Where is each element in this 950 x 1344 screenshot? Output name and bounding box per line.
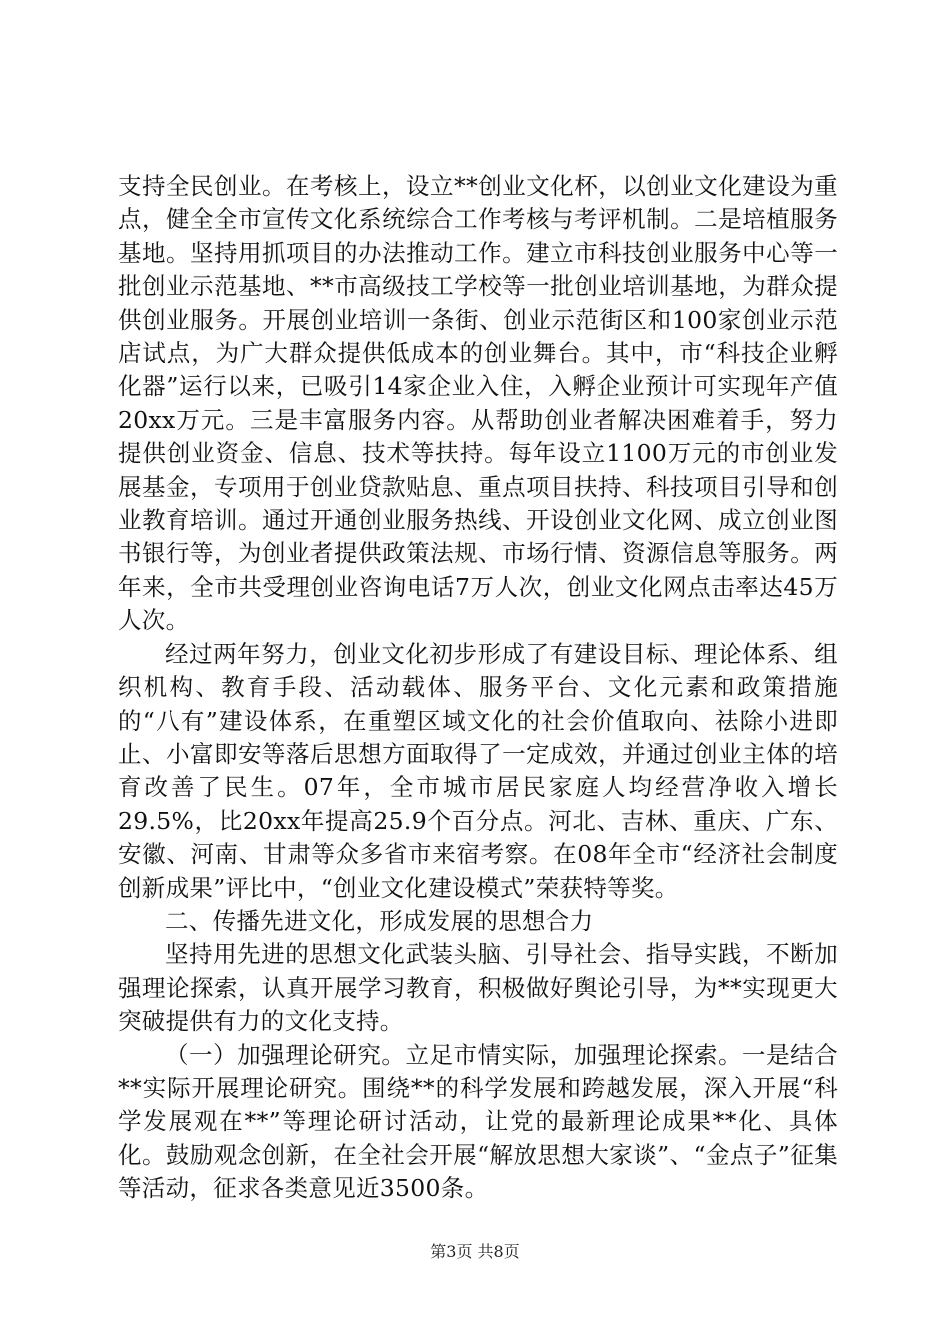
paragraph-theory-research: （一）加强理论研究。立足市情实际，加强理论探索。一是结合**实际开展理论研究。围绕**的科学发展和跨越发展，深入开展“科学发展观在**”等理论研讨活动，让党的最新理论成果**化、具体化。鼓励观念创新，在全社会开展“解放思想大家谈”、“金点子”征集等活动，征求各类意见近3500条。	[118, 1040, 838, 1203]
paragraph-intro: 坚持用先进的思想文化武装头脑、引导社会、指导实践，不断加强理论探索，认真开展学习教育，积极做好舆论引导，为**实现更大突破提供有力的文化支持。	[118, 940, 838, 1036]
section-heading: 二、传播先进文化，形成发展的思想合力	[165, 906, 594, 935]
paragraph-summary: 经过两年努力，创业文化初步形成了有建设目标、理论体系、组织机构、教育手段、活动载体、服务平台、文化元素和政策措施的“八有”建设体系，在重塑区域文化的社会价值取向、祛除小进即止、小富即安等落后思想方面取得了一定成效，并通过创业主体的培育改善了民生。07年，全市城市居民家庭人均经营净收入增长29.5%，比20xx年提高25.9个百分点。河北、吉林、重庆、广东、安徽、河南、甘肃等众多省市来宿考察。在08年全市“经济社会制度创新成果”评比中，“创业文化建设模式”荣获特等奖。	[118, 639, 838, 902]
paragraph-continuation: 支持全民创业。在考核上，设立**创业文化杯，以创业文化建设为重点，健全全市宣传文化系统综合工作考核与考评机制。二是培植服务基地。坚持用抓项目的办法推动工作。建立市科技创业服务中心等一批创业示范基地、**市高级技工学校等一批创业培训基地，为群众提供创业服务。开展创业培训一条街、创业示范街区和100家创业示范店试点，为广大群众提供低成本的创业舞台。其中，市“科技企业孵化器”运行以来，已吸引14家企业入住，入孵企业预计可实现年产值20xx万元。三是丰富服务内容。从帮助创业者解决困难着手，努力提供创业资金、信息、技术等扶持。每年设立1100万元的市创业发展基金，专项用于创业贷款贴息、重点项目扶持、科技项目引导和创业教育培训。通过开通创业服务热线、开设创业文化网、成立创业图书银行等，为创业者提供政策法规、市场行情、资源信息等服务。两年来，全市共受理创业咨询电话7万人次，创业文化网点击率达45万人次。	[118, 172, 838, 635]
page-number-label: 第3页 共8页	[430, 1242, 520, 1261]
page-footer	[0, 1242, 950, 1262]
document-body	[118, 170, 838, 1206]
